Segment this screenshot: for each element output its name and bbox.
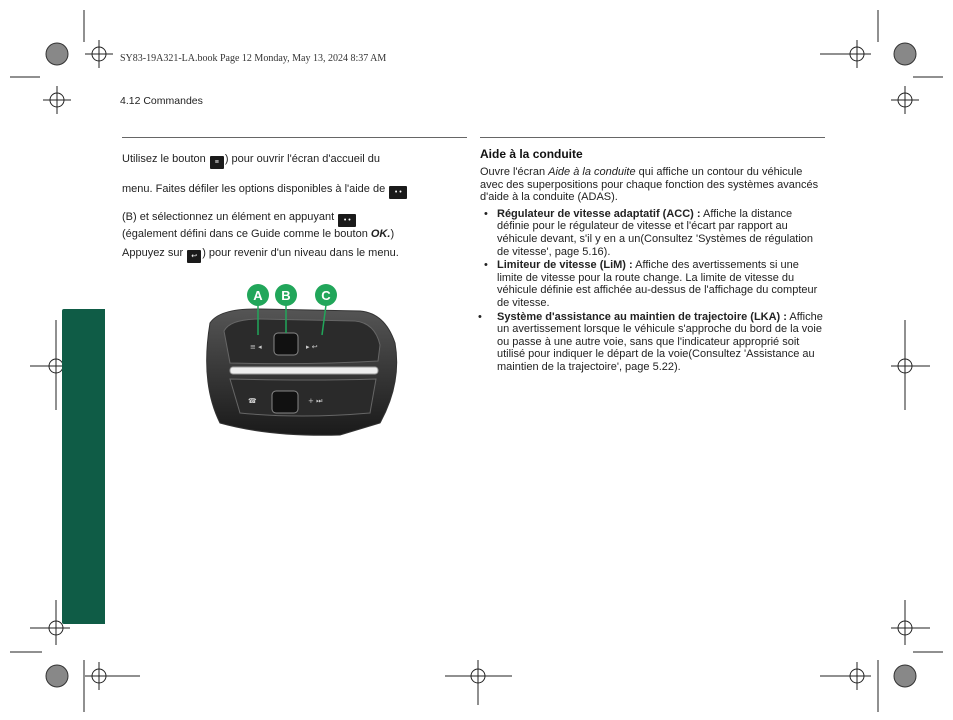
list-item: • Régulateur de vitesse adaptatif (ACC) : Affiche la distance définie pour le régulateur de vitesse et l'écart par rapport au véhicule devant, s'il y en a un(Consultez 'Systèmes de régulation de vitesse', page 5.16). [480, 208, 825, 258]
steering-wheel-controls-illustration [190, 283, 402, 438]
feature-list [480, 208, 825, 374]
right-column [480, 147, 825, 375]
left-column-rule [122, 137, 467, 138]
svg-text:≡ ◂: ≡ ◂ [250, 343, 262, 351]
registration-mark-bottom-right [820, 600, 943, 712]
svg-text:▸ ↩: ▸ ↩ [306, 343, 318, 351]
page-header: 4.12 Commandes [120, 95, 203, 107]
menu-instructions: Utilisez le bouton ≡ ) pour ouvrir l'écran d'accueil du [122, 152, 468, 169]
registration-mark-top-left [10, 10, 113, 114]
back-instructions: Appuyez sur ↩ ) pour revenir d'un niveau dans le menu. [122, 247, 468, 263]
menu-button-icon: ≡ [210, 156, 224, 169]
list-item: • Limiteur de vitesse (LiM) : Affiche des avertissements si une limite de vitesse pour la route change. La limite de vitesse du véhicule définie est affichée au-dessus de l'affichage du compteur de vitesse. [480, 259, 825, 309]
section-title: Aide à la conduite [480, 147, 583, 161]
ok-button-icon: • • [338, 214, 356, 227]
svg-text:+ ⏭: + ⏭ [308, 397, 323, 405]
list-item: • Système d'assistance au maintien de trajectoire (LKA) : Affiche un avertissement lorsque le véhicule s'approche du bord de la voie ou passe à une autre voie, sans que l'indicateur approprié soit utilisé pour indiquer le départ de la voie(Consultez 'Assistance au maintien de la trajectoire', page 5.22). [480, 311, 825, 374]
svg-text:☎: ☎ [248, 397, 257, 405]
right-column-rule [480, 137, 825, 138]
left-column: Utilisez le bouton ≡ ) pour ouvrir l'écran d'accueil du menu. Faites défiler les options disponibles à l'aide de • • (B) et sélectionnez un élément en appuyant • • (également défini dans ce Guide comme le bouton OK.) Appuyez sur ↩ ) pour revenir d'un niveau dans le menu. [122, 152, 468, 263]
section-tab [62, 309, 105, 624]
registration-mark-bottom-center [445, 660, 512, 705]
section-intro: Ouvre l'écran Aide à la conduite qui affiche un contour du véhicule avec des superpositions pour chaque fonction des systèmes avancés d'aide à la conduite (ADAS). [480, 166, 819, 204]
scroll-button-icon: • • [389, 186, 407, 199]
callout-label-b: B [281, 288, 291, 303]
print-info-line: SY83-19A321-LA.book Page 12 Monday, May 13, 2024 8:37 AM [120, 53, 387, 64]
registration-mark-top-right [820, 10, 943, 114]
back-button-icon: ↩ [187, 250, 201, 263]
registration-mark-middle-right [891, 320, 930, 410]
callout-label-a: A [253, 288, 263, 303]
callout-label-c: C [321, 288, 331, 303]
